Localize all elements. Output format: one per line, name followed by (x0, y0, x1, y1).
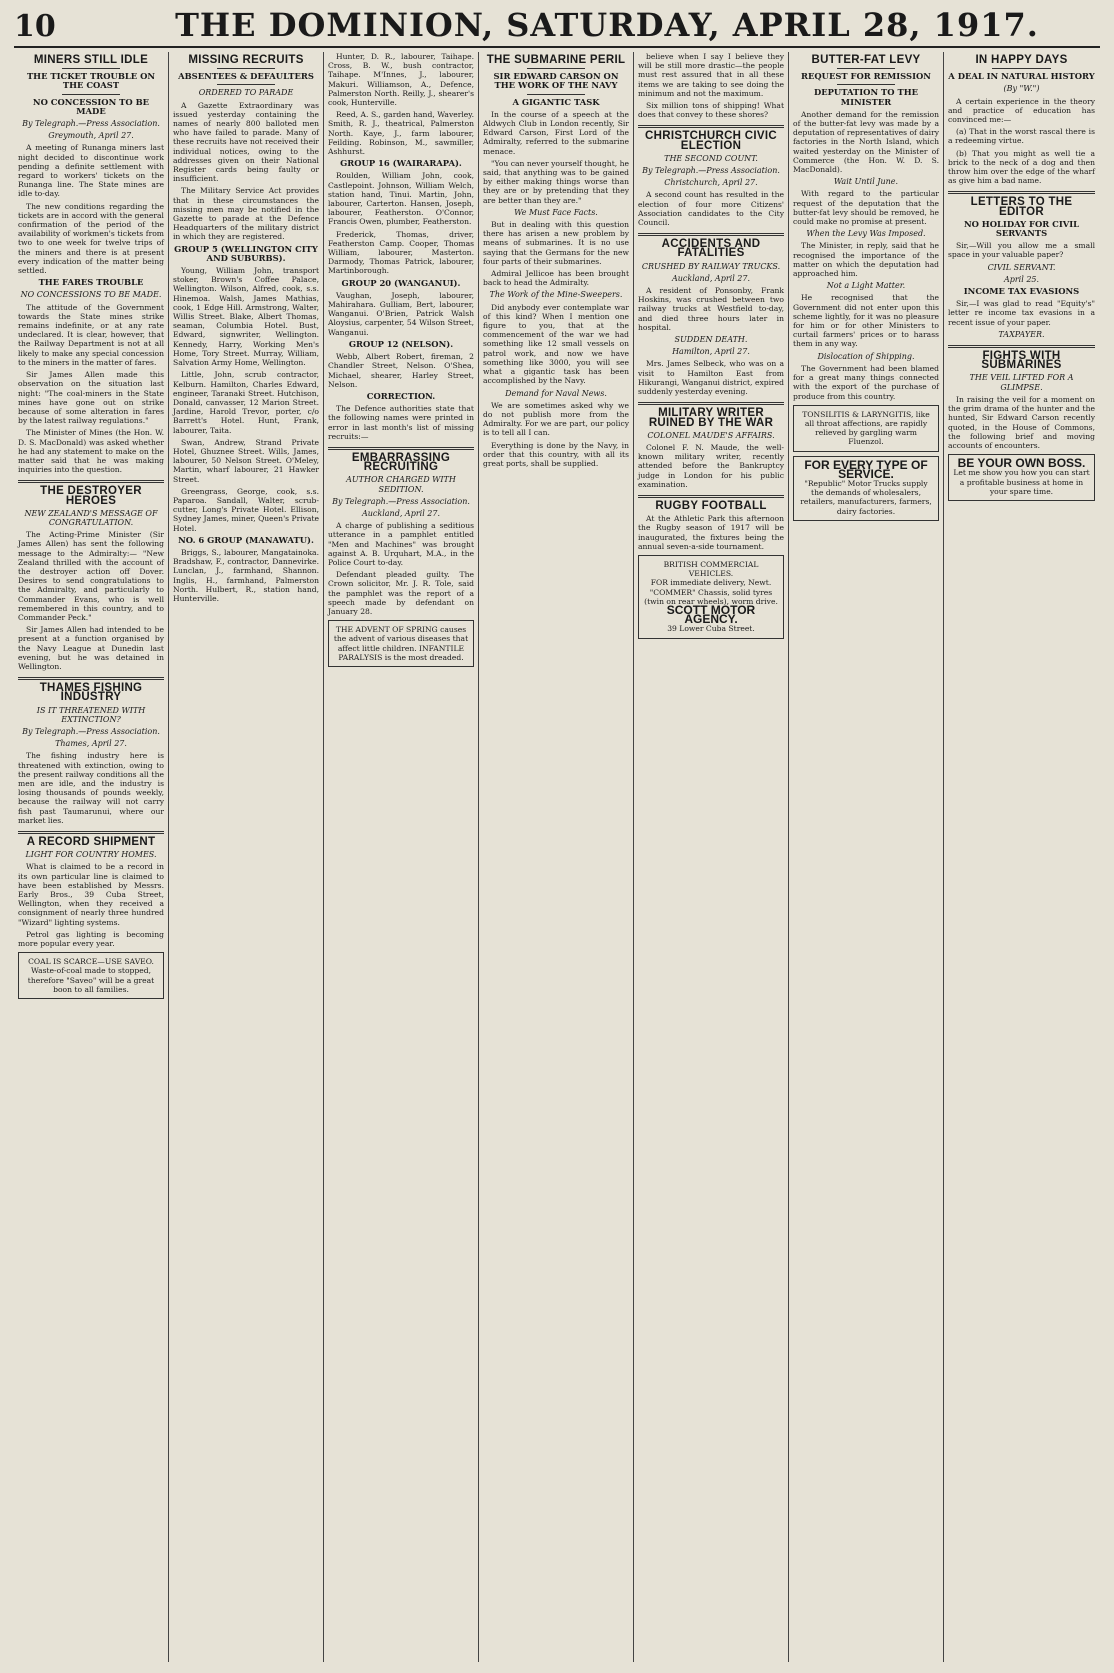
paragraph: Mrs. James Selbeck, who was on a visit to Hamilton East from Hikurangi, Wanganui district, expired suddenly yesterday evening. (638, 359, 784, 397)
headline-missing: MISSING RECRUITS (188, 54, 304, 66)
paragraph: He recognised that the Government did not enter upon this scheme lightly, for it was no pleasure for him or for other Ministers to curtail farmers' prices or to harass them in any way. (793, 293, 939, 349)
subhead: CORRECTION. (366, 390, 436, 401)
paragraph: A charge of publishing a seditious utterance in a pamphlet entitled "Men and Machines" was brought against A. B. Urquhart, M.A., in the Police Court to-day. (328, 521, 474, 567)
columns (14, 52, 1100, 1662)
column-3 (324, 52, 479, 1662)
masthead (14, 6, 1100, 48)
paragraph: believe when I say I believe they will be still more drastic—the people must rest assured that in all these items we are taking to see doing the minimum and not the maximum. (638, 52, 784, 98)
divider (948, 345, 1095, 348)
paragraph: Sir,—Will you allow me a small space in your valuable paper? (948, 241, 1095, 260)
paragraph: Sir,—I was glad to read "Equity's" letter re income tax evasions in a recent issue of your paper. (948, 299, 1095, 327)
column-2 (169, 52, 324, 1662)
byline: By Telegraph.—Press Association. (642, 166, 780, 176)
subhead: CRUSHED BY RAILWAY TRUCKS. (641, 261, 781, 271)
headline-military: MILITARY WRITER RUINED BY THE WAR (648, 407, 774, 429)
paragraph: Everything is done by the Navy, in order that this country, with all its great ports, shall be supplied. (483, 440, 629, 468)
divider (948, 191, 1095, 194)
dateline: Hamilton, April 27. (672, 347, 750, 357)
subhead: AUTHOR CHARGED WITH SEDITION. (346, 475, 456, 494)
subhead: ABSENTEES & DEFAULTERS (178, 71, 314, 82)
date: April 25. (1003, 274, 1040, 284)
divider (837, 84, 895, 85)
paragraph: Sir James Allen had intended to be present at a function organised by the Navy League at Dunedin last evening, but he was detained in Wellington. (18, 625, 164, 671)
group-heading: GROUP 16 (WAIRARAPA). (340, 158, 462, 169)
section-heading: Wait Until June. (833, 177, 899, 187)
paragraph: A meeting of Runanga miners last night decided to discontinue work pending a definite settlement with regard to workers' tickets on the Runanga line. The State mines are idle to-day. (18, 143, 164, 199)
paragraph: In raising the veil for a moment on the grim drama of the hunter and the hunted, Sir Edward Carson recently quoted, in the House of Commons, the following brief and moving accounts of encounters. (948, 394, 1095, 450)
subhead: A GIGANTIC TASK (512, 96, 600, 107)
group-heading: GROUP 20 (WANGANUI). (341, 277, 461, 288)
paragraph: The attitude of the Government towards the State mines strike remains indefinite, or at any rate undeclared. It is clear, however, that the Railway Department is not at all likely to make any special concession to the miners in the matter of fares. (18, 302, 164, 367)
paragraph: Defendant pleaded guilty. The Crown solicitor, Mr. J. R. Tole, said the pamphlet was the report of a speech made by defendant on January 28. (328, 570, 474, 616)
headline-submarine: THE SUBMARINE PERIL (486, 54, 626, 66)
advertisement (18, 952, 164, 999)
headline-thames: THAMES FISHING INDUSTRY (39, 682, 143, 704)
advertisement (793, 405, 939, 452)
paragraph: We are sometimes asked why we do not publish more from the Admiralty. For we are part, our policy is to tell all I can. (483, 400, 629, 438)
section-heading: Dislocation of Shipping. (817, 351, 915, 361)
name-list: Briggs, S., labourer, Mangatainoka. Bradshaw, F., contractor, Dannevirke. Lunclan, J., farmhand, Shannon. Inglis, H., farmhand, Palmerston North. Hulbert, R., station hand, Hunterville. (173, 547, 319, 603)
divider (217, 68, 275, 69)
ad-heading: BE YOUR OWN BOSS. (957, 456, 1086, 471)
advertisement (328, 620, 474, 667)
section-heading: Demand for Naval News. (505, 388, 607, 398)
paragraph: Colonel F. N. Maude, the well-known military writer, recently attended before the Bankruptcy judge in London for his public examination. (638, 442, 784, 489)
divider (638, 495, 784, 498)
name-list: Webb, Albert Robert, fireman, 2 Chandler Street, Nelson. O'Shea, Michael, shearer, Harley Street, Nelson. (328, 352, 474, 389)
paragraph: But in dealing with this question there has arisen a new problem by means of submarines. It is no use saying that the Germans for the new four parts of their submarines. (483, 220, 629, 266)
divider (638, 402, 784, 405)
name-list: Young, William John, transport stoker, Brown's Coffee Palace, Wellington. Wilson, Alfred, cook, s.s. Hinemoa. Walsh, James Mathias, cook, 1 Edge Hill. Armstrong, Walter, Willis Street. Blake, Albert Thomas, seaman, Columbia Hotel. Bust, Edward, signwriter, Wellington. Kennedy, Harry, Working Men's Home, Tory Street. Murray, William, Salvation Army Home, Wellington. (173, 266, 319, 368)
divider (527, 94, 585, 95)
headline-letters: LETTERS TO THE EDITOR (970, 196, 1073, 218)
headline-fights: FIGHTS WITH SUBMARINES (981, 350, 1062, 372)
subhead: NO CONCESSIONS TO BE MADE. (20, 290, 162, 300)
ad-text: TONSILITIS & LARYNGITIS, like all throat affections, are rapidly relieved by gargling warm Fluenzol. (802, 409, 930, 447)
paragraph: Petrol gas lighting is becoming more popular every year. (18, 929, 164, 949)
paragraph: Sir James Allen made this observation on the situation last night: "The coal-miners in the State mines have gone out on strike because of some alteration in fares by the latest railway regulations." (18, 370, 164, 426)
name-list: Frederick, Thomas, driver, Featherston Camp. Cooper, Thomas William, labourer, Masterton. Darmody, Thomas Patrick, labourer, Martinborough. (328, 229, 474, 276)
name-list: Roulden, William John, cook, Castlepoint. Johnson, William Welch, station hand, Tinui. Martin, John, labourer, Carterton. Hansen, Joseph, labourer, Featherston. O'Connor, Francis Owen, plumber, Featherston. (328, 171, 474, 227)
paragraph: What is claimed to be a record in its own particular line is claimed to have been established by Messrs. Early Bros., 39 Cuba Street, Wellington, when they received a consignment of nearly three hundred "Wizard" lighting systems. (18, 862, 164, 927)
divider (638, 233, 784, 236)
signature: TAXPAYER. (998, 329, 1045, 339)
divider (217, 84, 275, 85)
ad-address: 39 Lower Cuba Street. (667, 624, 755, 634)
subhead: THE SECOND COUNT. (664, 153, 758, 163)
divider (638, 125, 784, 128)
paragraph: With regard to the particular request of the deputation that the butter-fat levy should be removed, he could make no promise at present. (793, 189, 939, 227)
subhead: SUDDEN DEATH. (674, 335, 748, 345)
divider (18, 480, 164, 483)
headline-butter-fat: BUTTER-FAT LEVY (811, 54, 921, 66)
paragraph: A certain experience in the theory and practice of education has convinced me:— (948, 96, 1095, 125)
page-number: 10 (14, 9, 56, 44)
divider (527, 68, 585, 69)
byline: By Telegraph.—Press Association. (332, 496, 470, 506)
byline: By Telegraph.—Press Association. (22, 727, 160, 736)
paragraph: Six million tons of shipping! What does that convey to these shores? (638, 101, 784, 120)
headline-rugby: RUGBY FOOTBALL (655, 499, 767, 512)
paragraph: Admiral Jellicoe has been brought back to head the Admiralty. (483, 269, 629, 288)
ad-text: "Republic" Motor Trucks supply the demands of wholesalers, retailers, manufacturers, farmers, dairy factories. (800, 478, 932, 516)
subhead: NEW ZEALAND'S MESSAGE OF CONGRATULATION. (24, 508, 158, 527)
column-4 (479, 52, 634, 1662)
paragraph: Did anybody ever contemplate war of this kind? When I mention one figure to you, that at the commencement of the war we had something like 12 small vessels on patrol work, and now we have something like 3000, you will see what a gigantic task has been accomplished by the Navy. (483, 302, 629, 386)
paragraph: "You can never yourself thought, he said, that anything was to be gained by either making things worse than they are or by pretending that they are better than they are." (483, 158, 629, 205)
signature: CIVIL SERVANT. (987, 262, 1056, 272)
column-6 (789, 52, 944, 1662)
paragraph: The fishing industry here is threatened with extinction, owing to the present railway conditions all the men are idle, and the industry is losing thousands of pounds weekly, because the railway will not carry fish past Taumarunui, where our market lies. (18, 751, 164, 825)
dateline: Greymouth, April 27. (48, 131, 134, 141)
headline-accidents: ACCIDENTS AND FATALITIES (661, 238, 761, 260)
column-5 (634, 52, 789, 1662)
divider (18, 831, 164, 834)
subhead: DEPUTATION TO THE MINISTER (813, 87, 919, 107)
paragraph: A second count has resulted in the election of four more Citizens' Association candidates to the City Council. (638, 190, 784, 228)
divider (62, 94, 120, 95)
headline-miners: MINERS STILL IDLE (33, 54, 149, 66)
subhead: THE TICKET TROUBLE ON THE COAST (26, 71, 156, 91)
subhead: IS IT THREATENED WITH EXTINCTION? (36, 705, 146, 724)
paragraph: The new conditions regarding the tickets are in accord with the general confirmation of the period of the availability of workmen's tickets from two to one week for twelve trips of the miners and there is at present every indication of the matter being settled. (18, 201, 164, 276)
subhead: A DEAL IN NATURAL HISTORY (948, 71, 1095, 82)
divider (837, 68, 895, 69)
headline-record: A RECORD SHIPMENT (26, 836, 156, 849)
section-heading: We Must Face Facts. (514, 207, 598, 217)
paragraph: Another demand for the remission of the butter-fat levy was made by a deputation of representatives of dairy factories in the North Island, which waited yesterday on the Minister of Commerce (the Hon. W. D. S. MacDonald). (793, 109, 939, 175)
byline: By Telegraph.—Press Association. (22, 119, 160, 129)
section-heading: When the Levy Was Imposed. (806, 229, 926, 239)
paragraph: At the Athletic Park this afternoon the Rugby season of 1917 will be inaugurated, the fixtures being the annual seven-a-side tournament. (638, 514, 784, 551)
paragraph: The Defence authorities state that the following names were printed in error in last month's list of missing recruits:— (328, 404, 474, 441)
ad-text: FOR immediate delivery, Newt. "COMMER" Chassis, solid tyres (twin on rear wheels), worm drive. (644, 578, 778, 606)
ad-text: COAL IS SCARCE—USE SAVEO. Waste-of-coal made to stopped, therefore "Saveo" will be a great boon to all families. (27, 957, 155, 994)
subhead: THE FARES TROUBLE (38, 277, 144, 288)
column-7 (944, 52, 1099, 1662)
section-heading: The Work of the Mine-Sweepers. (489, 290, 623, 300)
ad-heading: FOR EVERY TYPE OF SERVICE. (804, 457, 928, 481)
ad-sign: SCOTT MOTOR AGENCY. (666, 602, 756, 627)
headline-destroyer: THE DESTROYER HEROES (40, 485, 142, 507)
divider (62, 68, 120, 69)
name-list: Vaughan, Joseph, labourer, Mahirahara. Gulliam, Bert, labourer, Wanganui. O'Brien, Patrick Walsh Aloysius, carpenter, 54 Wilson Street, Wanganui. (328, 290, 474, 337)
subhead: COLONEL MAUDE'S AFFAIRS. (647, 430, 775, 440)
divider (18, 677, 164, 680)
headline-embarrassing: EMBARRASSING RECRUITING (351, 451, 451, 474)
paragraph: The Minister, in reply, said that he recognised the importance of the matter on which the deputation had approached him. (793, 241, 939, 279)
subhead: SIR EDWARD CARSON ON THE WORK OF THE NAVY (493, 71, 619, 91)
paragraph: A resident of Ponsonby, Frank Hoskins, was crushed between two railway trucks at Westfield to-day, and died three hours later in hospital. (638, 286, 784, 332)
group-heading: GROUP 5 (WELLINGTON CITY AND SUBURBS). (174, 243, 318, 263)
section-heading: Not a Light Matter. (826, 281, 906, 291)
ad-text: Let me show you how you can start a profitable business at home in your spare time. (953, 468, 1090, 496)
ad-text: THE ADVENT OF SPRING causes the advent of various diseases that affect little children. INFANTILE PARALYSIS is the most dreaded. (333, 625, 469, 662)
dateline: Christchurch, April 27. (664, 178, 758, 188)
subhead: ORDERED TO PARADE (198, 88, 294, 98)
subhead: NO CONCESSION TO BE MADE (32, 96, 150, 116)
subhead: THE VEIL LIFTED FOR A GLIMPSE. (969, 373, 1074, 392)
ad-heading: BRITISH COMMERCIAL VEHICLES. (663, 559, 759, 579)
subhead: NO HOLIDAY FOR CIVIL SERVANTS (963, 218, 1080, 239)
advertisement (638, 555, 784, 639)
paragraph: In the course of a speech at the Aldwych Club in London recently, Sir Edward Carson, First Lord of the Admiralty, referred to the submarine menace. (483, 109, 629, 156)
divider (328, 447, 474, 450)
newspaper-title: THE DOMINION, SATURDAY, APRIL 28, 1917. (175, 6, 1039, 44)
paragraph: (b) That you might as well tie a brick to the neck of a dog and then throw him over the edge of the wharf as give him a bad name. (948, 148, 1095, 186)
name-list: Hunter, D. R., labourer, Taihape. Cross, B. W., bush contractor, Taihape. M'Innes, J., labourer, Makuri. Williamson, A., Defence, Palmerston North. Reilly, J., shearer's cook, Hunterville. (328, 52, 474, 108)
subhead: INCOME TAX EVASIONS (963, 286, 1080, 297)
subhead: REQUEST FOR REMISSION (801, 71, 931, 82)
name-list: Little, John, scrub contractor, Kelburn. Hamilton, Charles Edward, engineer, Taranaki Street. Hutchison, Donald, canvasser, 12 Marion Street. Jardine, Harold Trevor, porter, c/o Barrett's Hotel. Hunt, Frank, labourer, Taita. (173, 370, 319, 435)
advertisement (793, 456, 939, 521)
paragraph: A Gazette Extraordinary was issued yesterday containing the names of nearly 800 balloted men who have failed to parade. Many of these recruits have not received their individual notices, owing to the addresses given on their National Register cards being faulty or insufficient. (173, 100, 319, 184)
headline-christchurch: CHRISTCHURCH CIVIC ELECTION (645, 130, 777, 152)
paragraph: The Acting-Prime Minister (Sir James Allen) has sent the following message to the Admiralty:— "New Zealand thrilled with the account of the destroyer action off Dover. Desires to send congratulations to the Admiralty, and particularly to Commander Evans, who is well remembered in this country, and to Commander Peck." (18, 530, 164, 622)
paragraph: The Military Service Act provides that in these circumstances the missing men may be notified in the Gazette to parade at the Defence Headquarters of the military district in which they are registered. (173, 186, 319, 242)
dateline: Auckland, April 27. (361, 508, 441, 518)
byline: (By "W.") (1003, 84, 1040, 94)
name-list: Greengrass, George, cook, s.s. Paparoa. Sandall, Walter, scrub-cutter, Long's Private Hotel. Ellison, Sydney James, miner, Queen's Private Hotel. (173, 486, 319, 533)
headline-happy-days: IN HAPPY DAYS (975, 54, 1068, 66)
dateline: Auckland, April 27. (671, 273, 751, 283)
paragraph: (a) That in the worst rascal there is a redeeming virtue. (948, 127, 1095, 146)
dateline: Thames, April 27. (55, 739, 127, 749)
column-1 (14, 52, 169, 1662)
subhead: LIGHT FOR COUNTRY HOMES. (25, 850, 157, 860)
paragraph: The Government had been blamed for a great many things connected with the export of the purchase of produce from this country. (793, 363, 939, 401)
group-heading: NO. 6 GROUP (MANAWATU). (178, 534, 314, 545)
divider (992, 68, 1051, 69)
name-list: Reed, A. S., garden hand, Waverley. Smith, R. J., theatrical, Palmerston North. Kaye, J., farm labourer, Feilding. Robinson, M., sawmiller, Ashhurst. (328, 110, 474, 157)
name-list: Swan, Andrew, Strand Private Hotel, Ghuznee Street. Wills, James, labourer, 50 Nelson Street. O'Meley, Martin, wharf labourer, 21 Hawker Street. (173, 437, 319, 484)
group-heading: GROUP 12 (NELSON). (348, 338, 454, 349)
advertisement (948, 454, 1095, 501)
paragraph: The Minister of Mines (the Hon. W. D. S. MacDonald) was asked whether he had any statement to make on the matter said that he was making inquiries into the question. (18, 428, 164, 475)
